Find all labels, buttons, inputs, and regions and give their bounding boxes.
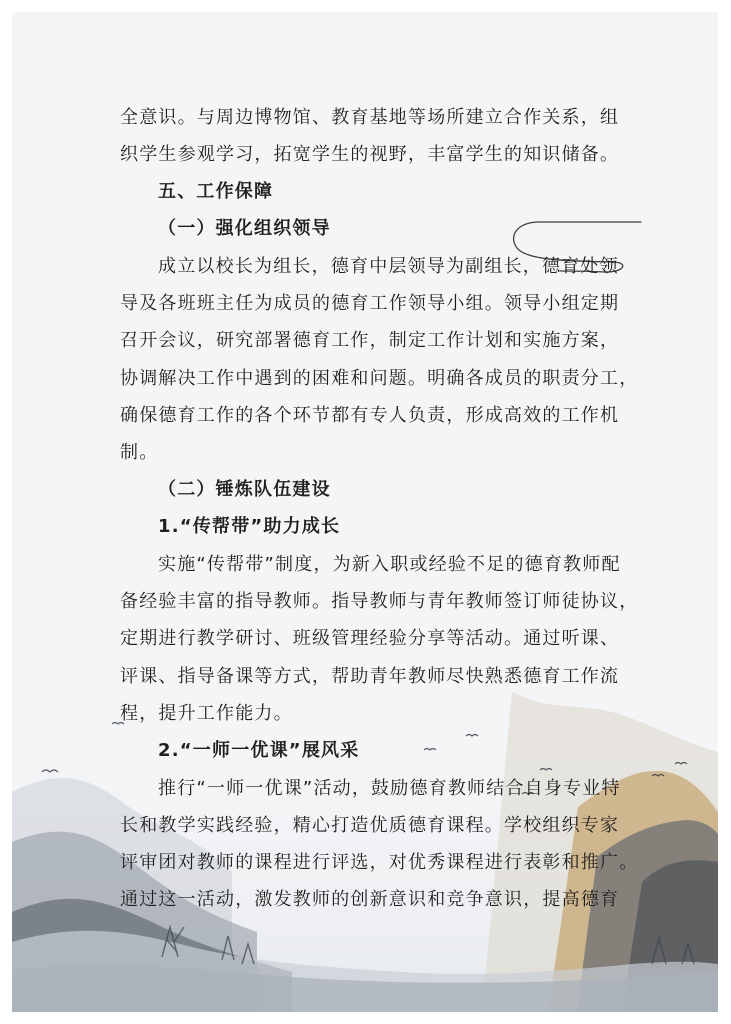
subsection-heading-team-building: （二）锤炼队伍建设 (158, 479, 331, 500)
paragraph-line-11: 定期进行教学研讨、班级管理经验分享等活动。通过听课、 (120, 628, 620, 649)
paragraph-line-17: 通过这一活动，激发教师的创新意识和竞争意识，提高德育 (120, 889, 620, 910)
item-heading-mentoring: 1.“传帮带”助力成长 (158, 516, 341, 537)
paragraph-line-7: 确保德育工作的各个环节都有专人负责，形成高效的工作机 (120, 405, 620, 426)
paragraph-line-2: 织学生参观学习，拓宽学生的视野，丰富学生的知识储备。 (120, 144, 620, 165)
paragraph-line-13: 程，提升工作能力。 (120, 703, 293, 724)
paragraph-line-5: 召开会议，研究部署德育工作，制定工作计划和实施方案， (120, 330, 620, 351)
paragraph-line-12: 评课、指导备课等方式，帮助青年教师尽快熟悉德育工作流 (120, 666, 620, 687)
paragraph-line-16: 评审团对教师的课程进行评选，对优秀课程进行表彰和推广。 (120, 852, 639, 873)
item-heading-one-teacher-one-lesson: 2.“一师一优课”展风采 (158, 740, 360, 761)
subsection-heading-organization: （一）强化组织领导 (158, 218, 331, 239)
paragraph-line-3: 成立以校长为组长，德育中层领导为副组长，德育处领 (158, 256, 619, 277)
paragraph-line-9: 实施“传帮带”制度，为新入职或经验不足的德育教师配 (158, 554, 621, 575)
document-page (12, 12, 718, 1012)
paragraph-line-14: 推行“一师一优课”活动，鼓励德育教师结合自身专业特 (158, 778, 621, 799)
document-text (12, 12, 718, 1012)
paragraph-line-10: 备经验丰富的指导教师。指导教师与青年教师签订师徒协议， (120, 591, 639, 612)
paragraph-line-6: 协调解决工作中遇到的困难和问题。明确各成员的职责分工， (120, 368, 639, 389)
section-heading-work-guarantee: 五、工作保障 (158, 181, 274, 202)
paragraph-line-4: 导及各班班主任为成员的德育工作领导小组。领导小组定期 (120, 293, 620, 314)
paragraph-line-8: 制。 (120, 442, 159, 463)
paragraph-line-15: 长和教学实践经验，精心打造优质德育课程。学校组织专家 (120, 815, 620, 836)
paragraph-line-1: 全意识。与周边博物馆、教育基地等场所建立合作关系，组 (120, 107, 620, 128)
